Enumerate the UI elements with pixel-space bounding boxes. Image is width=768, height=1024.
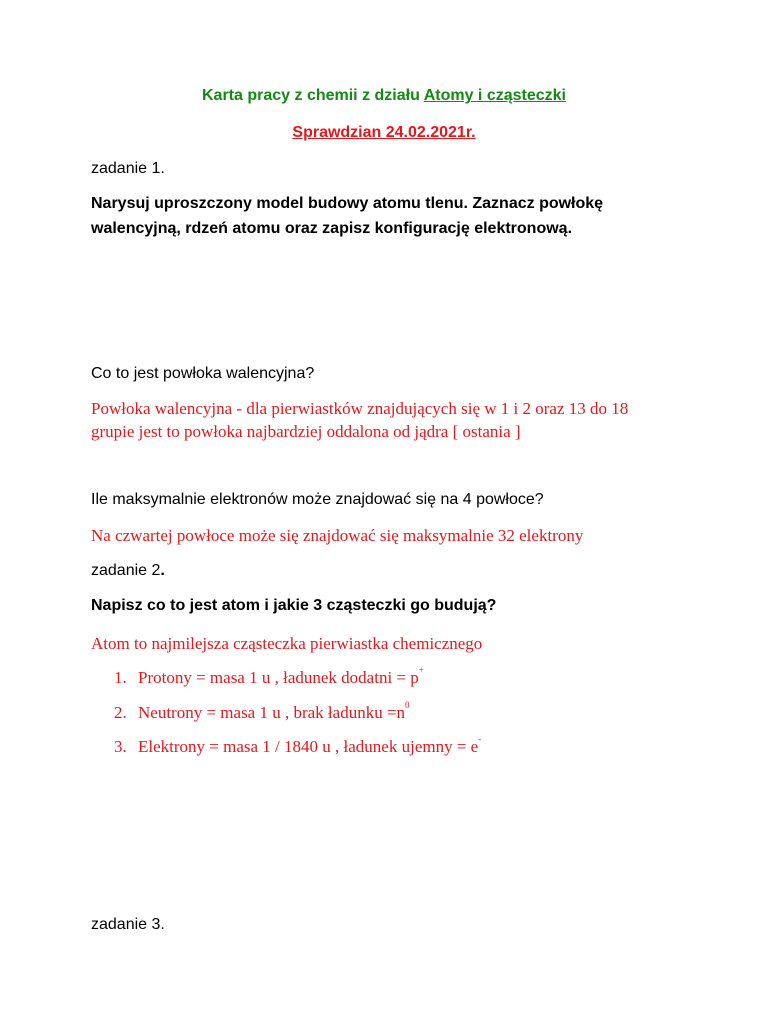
- list-item-text: Neutrony = masa 1 u , brak ładunku =n: [138, 703, 406, 722]
- task1-answer1-line2: grupie jest to powłoka najbardziej oddalona od jądra [ ostania ]: [91, 422, 521, 441]
- list-item-superscript: +: [418, 665, 424, 675]
- task1-question1: Co to jest powłoka walencyjna?: [91, 365, 315, 382]
- list-item: [114, 665, 424, 688]
- task2-question: Napisz co to jest atom i jakie 3 cząsteczki go budują?: [91, 597, 497, 614]
- task1-heading: zadanie 1.: [91, 160, 165, 177]
- task1-instruction-line2: walencyjną, rdzeń atomu oraz zapisz konfigurację elektronową.: [91, 220, 573, 237]
- task3-heading: zadanie 3.: [91, 916, 165, 933]
- list-item-text: Protony = masa 1 u , ładunek dodatni = p: [138, 668, 419, 687]
- task2-answer-intro: Atom to najmilejsza cząsteczka pierwiastka chemicznego: [91, 634, 483, 653]
- list-item-text: Elektrony = masa 1 / 1840 u , ładunek ujemny = e: [138, 737, 479, 756]
- task1-answer1-line1: Powłoka walencyjna - dla pierwiastków znajdujących się w 1 i 2 oraz 13 do 18: [91, 399, 629, 418]
- task2-heading-text: zadanie 2: [91, 562, 161, 579]
- task1-answer2: Na czwartej powłoce może się znajdować się maksymalnie 32 elektrony: [91, 526, 584, 545]
- list-item-number: 1.: [114, 668, 127, 687]
- list-item: [114, 700, 410, 723]
- list-item-superscript: 0: [405, 700, 410, 710]
- list-item: [114, 734, 482, 757]
- task1-instruction-line1: Narysuj uproszczony model budowy atomu tlenu. Zaznacz powłokę: [91, 195, 604, 212]
- list-item-number: 3.: [114, 737, 127, 756]
- task2-heading: [91, 562, 165, 580]
- task1-question2: Ile maksymalnie elektronów może znajdować się na 4 powłoce?: [91, 491, 544, 508]
- document-subtitle: Sprawdzian 24.02.2021r.: [292, 124, 476, 141]
- title-topic: Atomy i cząsteczki: [423, 87, 566, 104]
- task2-heading-dot: .: [160, 562, 165, 579]
- title-prefix: Karta pracy z chemii z działu: [202, 87, 424, 104]
- document-title: [0, 87, 768, 105]
- list-item-number: 2.: [114, 703, 127, 722]
- list-item-superscript: -: [478, 734, 482, 744]
